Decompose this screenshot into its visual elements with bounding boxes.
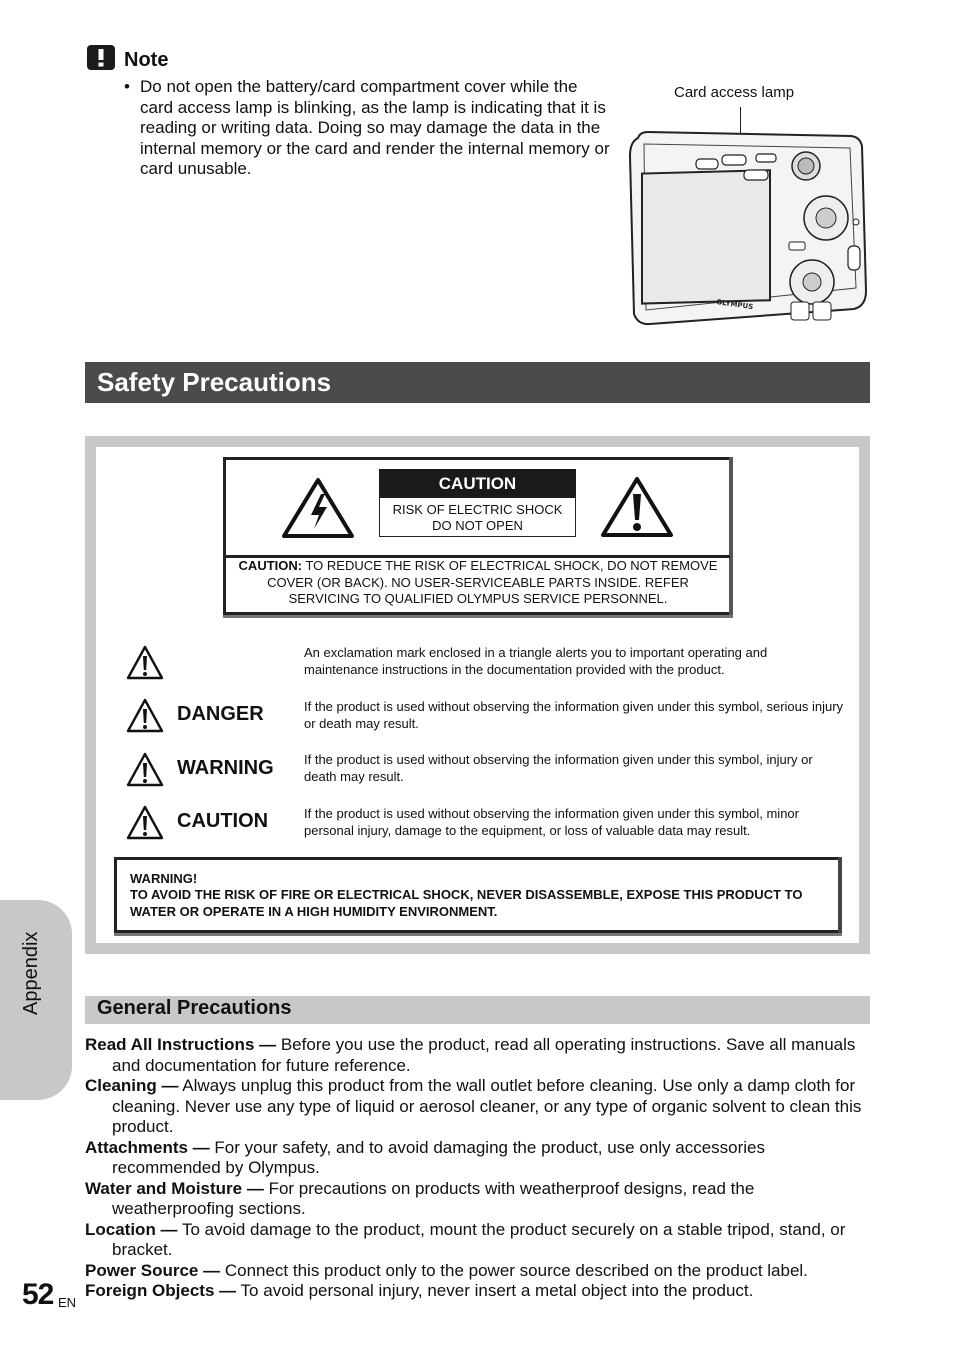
electric-shock-warning-icon bbox=[281, 477, 355, 539]
precaution-text: Connect this product only to the power source described on the product label. bbox=[220, 1260, 808, 1280]
precaution-text: Before you use the product, read all operating instructions. Save all manuals and documentation for future reference. bbox=[112, 1035, 856, 1075]
precaution-item bbox=[85, 1035, 875, 1076]
danger-label: DANGER bbox=[177, 703, 264, 725]
precautions-list bbox=[85, 1035, 875, 1302]
precaution-text: Always unplug this product from the wall outlet before cleaning. Use only a damp cloth for cleaning. Never use any type of liquid or aerosol cleaner, or any type of organic solvent to clean this product. bbox=[112, 1076, 862, 1136]
note-bullet: • bbox=[124, 77, 130, 96]
precaution-item bbox=[85, 1179, 875, 1220]
symbol-description-caution: If the product is used without observing the information given under this symbol, minor personal injury, damage to the equipment, or loss of valuable data may result. bbox=[304, 806, 799, 838]
subsection-title: General Precautions bbox=[97, 997, 292, 1019]
precaution-term: Foreign Objects — bbox=[85, 1281, 237, 1300]
precaution-term: Power Source — bbox=[85, 1260, 221, 1280]
note-text: Do not open the battery/card compartment cover while the card access lamp is blinking, as the lamp is indicating that it is reading or writing data. Doing so may damage the data in the internal memory or the card and render the internal memory or card unusable. bbox=[140, 77, 610, 178]
caution-statement bbox=[235, 558, 721, 608]
caution-sticker-line2: DO NOT OPEN bbox=[432, 518, 523, 533]
warning-box-title: WARNING! bbox=[130, 871, 198, 886]
precaution-text: For precautions on products with weatherproof designs, read the weatherproofing sections. bbox=[112, 1178, 755, 1218]
exclamation-warning-icon bbox=[600, 476, 674, 538]
warning-label: WARNING bbox=[177, 757, 274, 779]
warning-triangle-icon bbox=[126, 752, 164, 787]
page-number: 52 bbox=[22, 1278, 54, 1311]
symbol-description-warning: If the product is used without observing the information given under this symbol, injury or death may result. bbox=[304, 752, 813, 784]
caution-sticker-heading: CAUTION bbox=[379, 469, 576, 498]
precaution-term: Attachments — bbox=[85, 1137, 210, 1157]
note-body bbox=[124, 77, 614, 180]
exclamation-triangle-icon bbox=[126, 645, 164, 680]
camera-brand-text: OLYMPUS bbox=[715, 298, 754, 312]
caution-triangle-icon bbox=[126, 805, 164, 840]
precaution-term: Water and Moisture — bbox=[85, 1178, 264, 1198]
precaution-item bbox=[85, 1076, 875, 1138]
precaution-item bbox=[85, 1281, 875, 1302]
precaution-text: To avoid personal injury, never insert a metal object into the product. bbox=[236, 1281, 754, 1300]
precaution-item bbox=[85, 1138, 875, 1179]
camera-illustration bbox=[626, 126, 868, 336]
caution-statement-text: TO REDUCE THE RISK OF ELECTRICAL SHOCK, DO NOT REMOVE COVER (OR BACK). NO USER-SERVICEABLE PARTS INSIDE. REFER SERVICING TO QUALIFIED OLYMPUS SERVICE PERSONNEL. bbox=[267, 558, 718, 606]
appendix-tab-label: Appendix bbox=[20, 931, 42, 1015]
danger-triangle-icon bbox=[126, 698, 164, 733]
symbol-description-danger: If the product is used without observing the information given under this symbol, serious injury or death may result. bbox=[304, 699, 844, 731]
card-access-lamp-label: Card access lamp bbox=[674, 84, 795, 101]
symbol-description-exclamation: An exclamation mark enclosed in a triangle alerts you to important operating and maintenance instructions in the documentation provided with the product. bbox=[304, 645, 768, 677]
precaution-term: Location — bbox=[85, 1219, 178, 1239]
caution-sticker-line1: RISK OF ELECTRIC SHOCK bbox=[392, 502, 563, 517]
precaution-term: Read All Instructions — bbox=[85, 1035, 277, 1054]
precaution-text: For your safety, and to avoid damaging the product, use only accessories recommended by Olympus. bbox=[112, 1137, 766, 1177]
caution-sticker-text bbox=[379, 502, 576, 534]
language-code: EN bbox=[58, 1295, 77, 1310]
precaution-term: Cleaning — bbox=[85, 1076, 179, 1095]
note-exclamation-icon bbox=[87, 45, 115, 70]
precaution-item bbox=[85, 1261, 875, 1282]
caution-statement-lead: CAUTION: bbox=[238, 558, 303, 573]
precaution-text: To avoid damage to the product, mount the product securely on a stable tripod, stand, or bracket. bbox=[112, 1219, 846, 1259]
section-title: Safety Precautions bbox=[97, 367, 332, 397]
precaution-item bbox=[85, 1220, 875, 1261]
caution-label: CAUTION bbox=[177, 810, 269, 832]
note-title: Note bbox=[124, 49, 169, 71]
warning-box-text: TO AVOID THE RISK OF FIRE OR ELECTRICAL SHOCK, NEVER DISASSEMBLE, EXPOSE THIS PRODUCT TO WATER OR OPERATE IN A HIGH HUMIDITY ENVIRONMENT. bbox=[130, 887, 803, 919]
